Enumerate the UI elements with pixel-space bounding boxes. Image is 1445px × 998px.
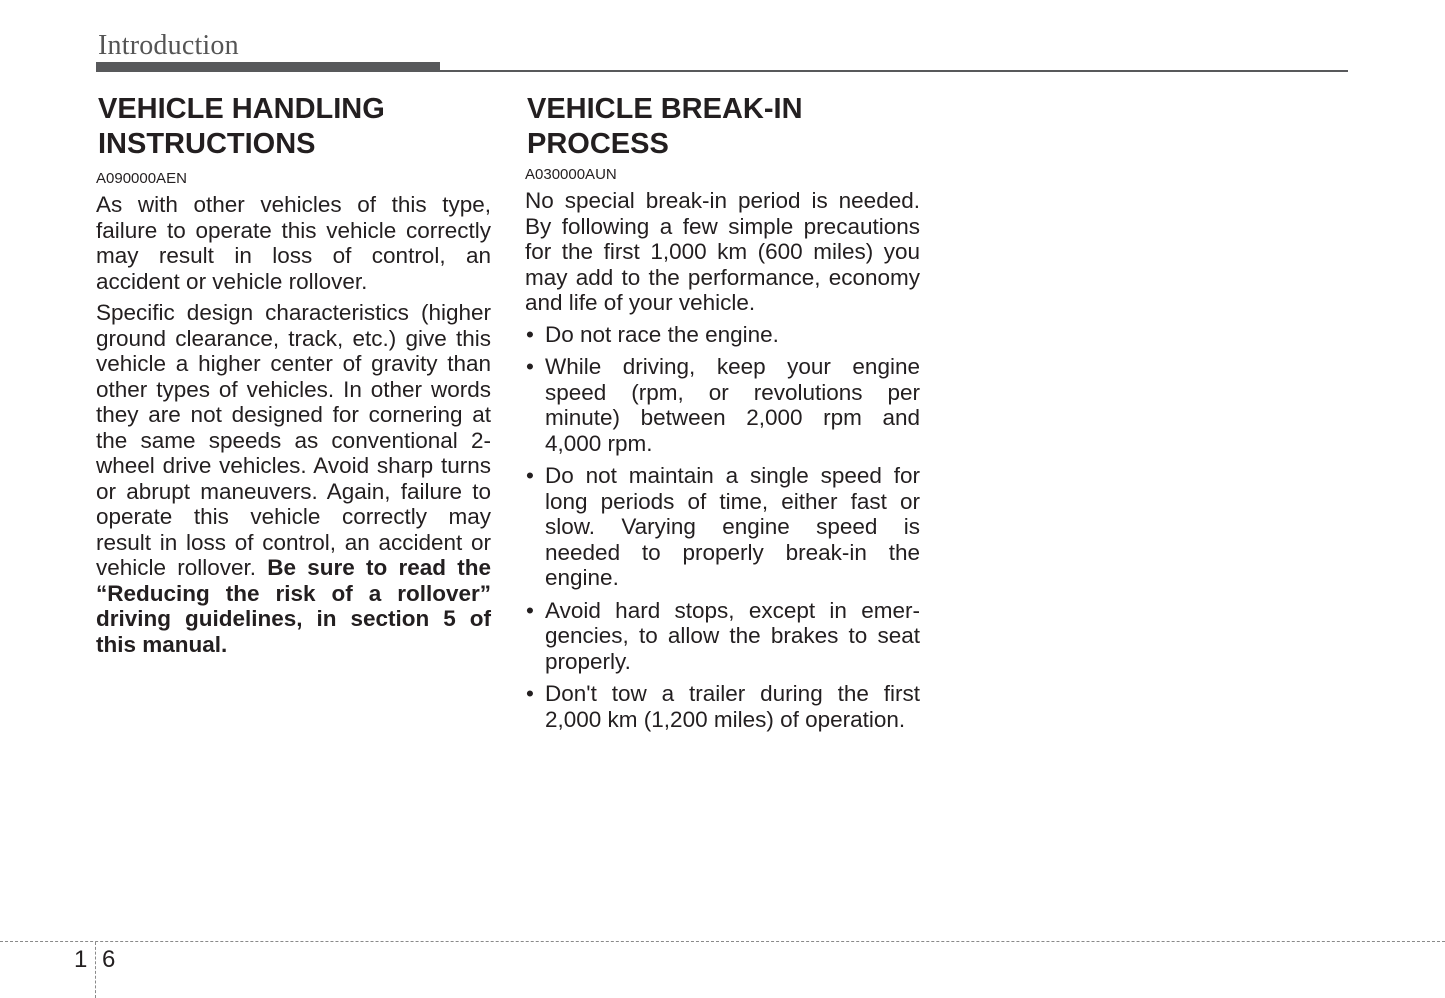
header-rule-thin: [440, 70, 1348, 72]
heading-line: INSTRUCTIONS: [98, 128, 316, 160]
list-item: [525, 681, 920, 732]
list-item-text: Do not race the engine.: [545, 321, 779, 347]
heading-line: VEHICLE BREAK-IN: [527, 93, 803, 125]
body-paragraph: As with other vehicles of this type, failure to operate this vehicle correctly may result in loss of control, an accident or vehicle rollover.: [96, 192, 491, 294]
bullet-icon: •: [526, 597, 534, 623]
heading-line: PROCESS: [527, 128, 669, 160]
heading-line: VEHICLE HANDLING: [98, 93, 385, 125]
bullet-icon: •: [526, 463, 534, 488]
bullet-icon: •: [526, 321, 534, 347]
list-item-text: Avoid hard stops, except in emergencies, to allow the brakes to seat properly.: [545, 597, 920, 674]
list-item: [525, 354, 920, 456]
section-code: A030000AUN: [525, 166, 617, 183]
vehicle-handling-heading: [98, 92, 491, 162]
page-number: 6: [102, 946, 116, 973]
list-item: [525, 598, 920, 675]
body-text: Specific design characteristics (higher ground clearance, track, etc.) give this vehicle a higher center of gravity than other types of vehicles. In other words they are not designed for cornering at the same speeds as conventional 2-wheel drive vehicles. Avoid sharp turns or abrupt maneuvers. Again, failure to operate this vehicle correctly may result in loss of control, an accident or vehicle rollover.: [96, 300, 491, 580]
list-item-text: Don't tow a trailer during the first 2,000 km (1,200 miles) of operation.: [545, 681, 920, 732]
footer-rule: [0, 941, 1445, 942]
page-number-divider: [95, 942, 96, 998]
chapter-number: 1: [74, 946, 88, 973]
list-item-text: Do not maintain a single speed for long periods of time, either fast or slow. Varying engine speed is needed to properly break-in the engine.: [545, 463, 920, 590]
list-item-text: While driving, keep your engine speed (rpm, or revolutions per minute) between 2,000 rpm and 4,000 rpm.: [545, 354, 920, 456]
break-in-section: [525, 92, 920, 739]
section-code: A090000AEN: [96, 170, 187, 187]
section-title: Introduction: [98, 30, 239, 61]
vehicle-handling-section: [96, 92, 491, 663]
break-in-tips-list: [525, 322, 920, 733]
header-rule-thick: [96, 62, 440, 72]
bullet-icon: •: [526, 354, 534, 379]
body-paragraph: [96, 300, 491, 657]
body-paragraph: No special break-in period is needed. By following a few simple precautions for the first 1,000 km (600 miles) you may add to the performance, economy and life of your vehicle.: [525, 188, 920, 315]
list-item: [525, 463, 920, 591]
list-item: [525, 322, 920, 348]
bullet-icon: •: [526, 681, 534, 706]
rollover-warning-text: Be sure to read the “Reducing the risk of a rollover” driving guidelines, in section 5 of this manual.: [96, 555, 491, 657]
break-in-heading: [527, 92, 920, 162]
